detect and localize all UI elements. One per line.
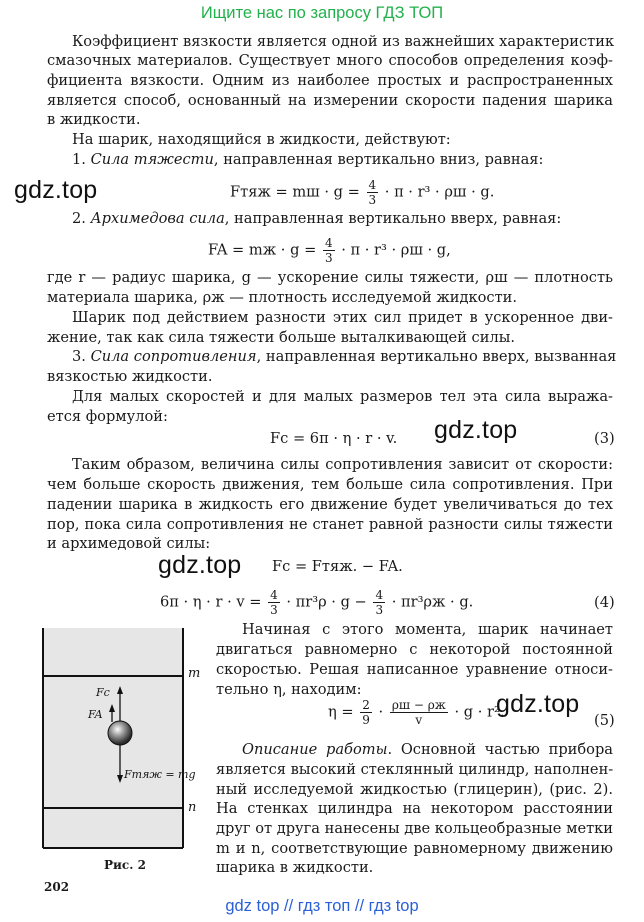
list-item — [72, 210, 561, 228]
text-line: m и n, соответствующие равномерному движению — [216, 840, 613, 857]
text-line: Шарик под действием разности этих сил придет в ускоренное дви- — [72, 309, 613, 326]
formula-equation — [160, 588, 473, 617]
formula-gravity — [230, 178, 494, 207]
formula-text: · π · r³ · ρш · g. — [380, 183, 495, 201]
formula-text: · g · r². — [449, 703, 505, 721]
text-line: На стенках цилиндра на некотором расстоянии — [216, 800, 613, 817]
item-number: 2. — [72, 210, 86, 227]
text-line: Начиная с этого момента, шарик начинает — [242, 621, 613, 638]
figure-cylinder — [40, 628, 205, 883]
formula-text: · — [373, 703, 388, 721]
item-term: Сила тяжести — [90, 151, 214, 168]
formula-text: FA = mж · g = — [208, 241, 321, 259]
item-number: 3. — [72, 348, 86, 365]
formula-archimedes — [208, 236, 451, 265]
fraction: $\frac{4}{3}$ — [375, 588, 384, 617]
formula-resistance: Fс = 6π · η · r · v. — [270, 430, 398, 447]
text-line: друг от друга нанесены две кольцеобразные метки — [216, 820, 613, 837]
text-line: ется формулой: — [47, 408, 168, 425]
text-line: скоростью. Решая написанное уравнение относи- — [216, 661, 613, 678]
item-text: , направленная вертикально вверх, вызванная — [256, 348, 617, 365]
text-line: вязкостью жидкости. — [47, 368, 213, 385]
force-label-archimedes: FA — [88, 708, 103, 721]
text-line: жение, так как сила тяжести больше выталкивающей силы. — [47, 329, 515, 346]
item-text: , направленная вертикально вниз, равная: — [213, 151, 544, 168]
text-line: материала шарика, ρж — плотность исследуемой жидкости. — [47, 289, 518, 306]
page-number: 202 — [44, 880, 70, 894]
item-term: Архимедова сила — [90, 210, 225, 227]
watermark: gdz.top — [496, 690, 580, 718]
mark-label-m: m — [188, 666, 201, 681]
formula-text: Fтяж = mш · g = — [230, 183, 365, 201]
fraction: $\frac{4}{3}$ — [368, 178, 377, 207]
mark-label-n: n — [188, 800, 197, 815]
item-number: 1. — [72, 151, 86, 168]
text-line: и архимедовой силы: — [47, 535, 211, 552]
list-item — [72, 151, 543, 169]
text-line: ный исследуемой жидкостью (глицерин), (рис. 2). — [216, 781, 613, 798]
text-line: падении шарика в жидкость его движение будет увеличиваться до тех — [47, 496, 613, 513]
text-line: На шарик, находящийся в жидкости, действуют: — [72, 131, 451, 148]
text-line: Для малых скоростей и для малых размеров тел эта сила выража- — [72, 388, 613, 405]
formula-balance: Fс = Fтяж. − FA. — [272, 558, 403, 575]
watermark: gdz.top — [14, 176, 98, 204]
section-term: Описание работы — [242, 741, 388, 758]
figure-caption: Рис. 2 — [104, 858, 146, 872]
text-line: является способ, основанный на измерении скорости падения шарика — [47, 92, 613, 109]
text-line: фициента вязкости. Одним из наиболее простых и распространенных — [47, 72, 613, 89]
equation-number: (4) — [594, 594, 615, 611]
fraction: $\frac{\rho ш - \rho ж}{v}$ — [391, 698, 446, 727]
force-label-resistance: Fс — [96, 686, 110, 699]
text-line: пор, пока сила сопротивления не станет равной разности силы тяжести — [47, 516, 613, 533]
formula-text: · πr³ρж · g. — [387, 593, 474, 611]
text-line: Таким образом, величина силы сопротивления зависит от скорости: — [72, 456, 613, 473]
text-line: смазочных материалов. Существует много способов определения коэф- — [47, 52, 613, 69]
formula-text: · πr³ρ · g − — [281, 593, 372, 611]
list-item — [72, 348, 617, 366]
item-term: Сила сопротивления — [90, 348, 257, 365]
text-line: является высокий стеклянный цилиндр, наполнен- — [216, 761, 614, 778]
item-text: , направленная вертикально вверх, равная: — [224, 210, 562, 227]
text-line: Коэффициент вязкости является одной из важнейших характеристик — [72, 33, 615, 50]
text-line: тельно η, находим: — [216, 681, 362, 698]
text-line: где r — радиус шарика, g — ускорение силы тяжести, ρш — плотность — [47, 269, 613, 286]
footer-banner[interactable]: gdz top // гдз топ // гдз top — [225, 897, 419, 915]
text-line — [242, 741, 613, 759]
text-line: шарика в жидкости. — [216, 859, 374, 876]
cylinder-diagram — [40, 628, 205, 883]
header-banner[interactable]: Ищите нас по запросу ГДЗ ТОП — [200, 4, 444, 22]
watermark: gdz.top — [158, 551, 242, 579]
formula-viscosity — [328, 698, 504, 727]
fraction: $\frac{4}{3}$ — [324, 236, 333, 265]
force-label-gravity: Fтяж = mg — [124, 768, 196, 781]
text-line: чем больше скорость движения, тем больше сила сопротивления. При — [47, 476, 613, 493]
formula-text: · π · r³ · ρш · g, — [336, 241, 451, 259]
watermark: gdz.top — [434, 416, 518, 444]
fraction: $\frac{2}{9}$ — [362, 698, 370, 727]
formula-text: η = — [328, 703, 359, 721]
text-line: в жидкости. — [47, 111, 141, 128]
equation-number: (5) — [594, 712, 615, 729]
formula-text: 6π · η · r · v = — [160, 593, 267, 611]
text-fragment: . Основной частью прибора — [387, 741, 613, 758]
equation-number: (3) — [594, 430, 615, 447]
text-line: двигаться равномерно с некоторой постоянной — [216, 641, 613, 658]
fraction: $\frac{4}{3}$ — [270, 588, 278, 617]
